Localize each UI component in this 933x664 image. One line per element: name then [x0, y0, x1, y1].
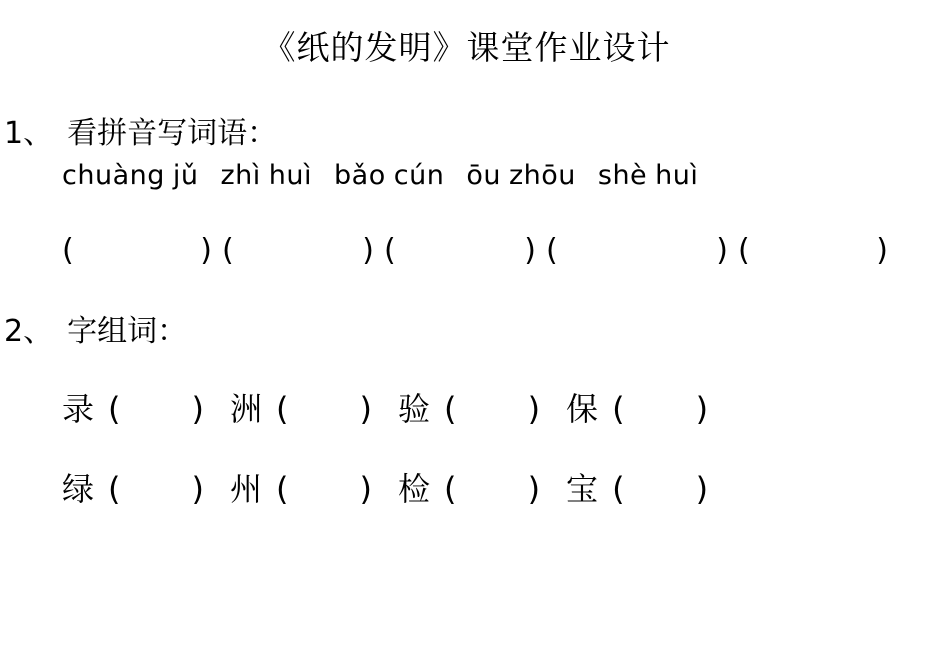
page-title: 《纸的发明》课堂作业设计: [262, 28, 671, 67]
word-cell[interactable]: [566, 384, 708, 430]
word-cell[interactable]: [398, 464, 540, 510]
paren-close: ): [191, 389, 205, 428]
answer-blank-2[interactable]: [222, 233, 374, 268]
pinyin-syllable: zhì: [220, 159, 261, 191]
paren-close: ): [362, 232, 374, 268]
paren-close: ): [527, 389, 541, 428]
word-character: 州: [230, 469, 263, 508]
answer-blank-1[interactable]: [62, 233, 212, 268]
paren-open: (: [108, 469, 121, 508]
pinyin-syllable: jǔ: [172, 159, 199, 191]
word-answer-blank[interactable]: [444, 390, 540, 428]
paren-close: ): [527, 469, 541, 508]
question-2-prompt: 字组词：: [67, 313, 188, 349]
word-answer-blank[interactable]: [612, 390, 708, 428]
question-1-section: [0, 108, 933, 268]
pinyin-word-1: [62, 160, 199, 191]
paren-open: (: [108, 389, 121, 428]
paren-open: (: [222, 232, 234, 268]
word-answer-blank[interactable]: [276, 390, 372, 428]
word-answer-blank[interactable]: [276, 470, 372, 508]
word-cell[interactable]: [230, 384, 372, 430]
word-character: 宝: [566, 469, 599, 508]
pinyin-syllable: bǎo: [334, 159, 386, 191]
pinyin-word-5: [598, 160, 699, 191]
paren-close: ): [695, 469, 709, 508]
paren-close: ): [524, 232, 536, 268]
pinyin-row: [0, 160, 933, 191]
question-1-prompt: 看拼音写词语：: [67, 115, 278, 151]
paren-open: (: [444, 389, 457, 428]
pinyin-syllable: huì: [268, 159, 313, 191]
paren-open: (: [546, 232, 558, 268]
word-cell[interactable]: [62, 384, 204, 430]
pinyin-syllable: huì: [655, 159, 699, 191]
word-cell[interactable]: [398, 384, 540, 430]
answer-blank-3[interactable]: [384, 233, 536, 268]
word-answer-blank[interactable]: [108, 470, 204, 508]
paren-open: (: [612, 389, 625, 428]
word-cell[interactable]: [230, 464, 372, 510]
question-2-number: 2、: [4, 313, 54, 349]
pinyin-syllable: zhōu: [508, 159, 576, 191]
word-cell[interactable]: [62, 464, 204, 510]
answer-blanks-row: [0, 233, 933, 268]
word-character: 录: [62, 389, 95, 428]
paren-close: ): [359, 469, 373, 508]
word-character: 绿: [62, 469, 95, 508]
answer-blank-5[interactable]: [738, 233, 888, 268]
pinyin-syllable: cún: [393, 159, 445, 191]
word-character: 保: [566, 389, 599, 428]
paren-open: (: [384, 232, 396, 268]
question-2-section: [0, 306, 933, 510]
paren-close: ): [359, 389, 373, 428]
paren-close: ): [876, 232, 888, 268]
paren-open: (: [276, 469, 289, 508]
paren-open: (: [612, 469, 625, 508]
worksheet-page: [0, 28, 933, 664]
word-answer-blank[interactable]: [612, 470, 708, 508]
paren-close: ): [200, 232, 212, 268]
paren-close: ): [716, 232, 728, 268]
question-1-number: 1、: [4, 115, 54, 151]
word-cell[interactable]: [566, 464, 708, 510]
paren-close: ): [695, 389, 709, 428]
word-answer-blank[interactable]: [108, 390, 204, 428]
word-character: 洲: [230, 389, 263, 428]
pinyin-word-4: [466, 160, 576, 191]
paren-open: (: [62, 232, 74, 268]
answer-blank-4[interactable]: [546, 233, 728, 268]
question-2-heading: [0, 306, 933, 350]
question-1-heading: [0, 108, 933, 152]
word-character: 验: [398, 389, 431, 428]
word-row-1: [0, 384, 933, 430]
paren-open: (: [738, 232, 750, 268]
word-answer-blank[interactable]: [444, 470, 540, 508]
pinyin-word-3: [334, 160, 444, 191]
pinyin-syllable: shè: [597, 159, 648, 191]
paren-close: ): [191, 469, 205, 508]
word-character: 检: [398, 469, 431, 508]
paren-open: (: [276, 389, 289, 428]
pinyin-word-2: [221, 160, 313, 191]
pinyin-syllable: chuàng: [62, 159, 165, 191]
paren-open: (: [444, 469, 457, 508]
pinyin-syllable: ōu: [466, 159, 501, 191]
word-row-2: [0, 464, 933, 510]
